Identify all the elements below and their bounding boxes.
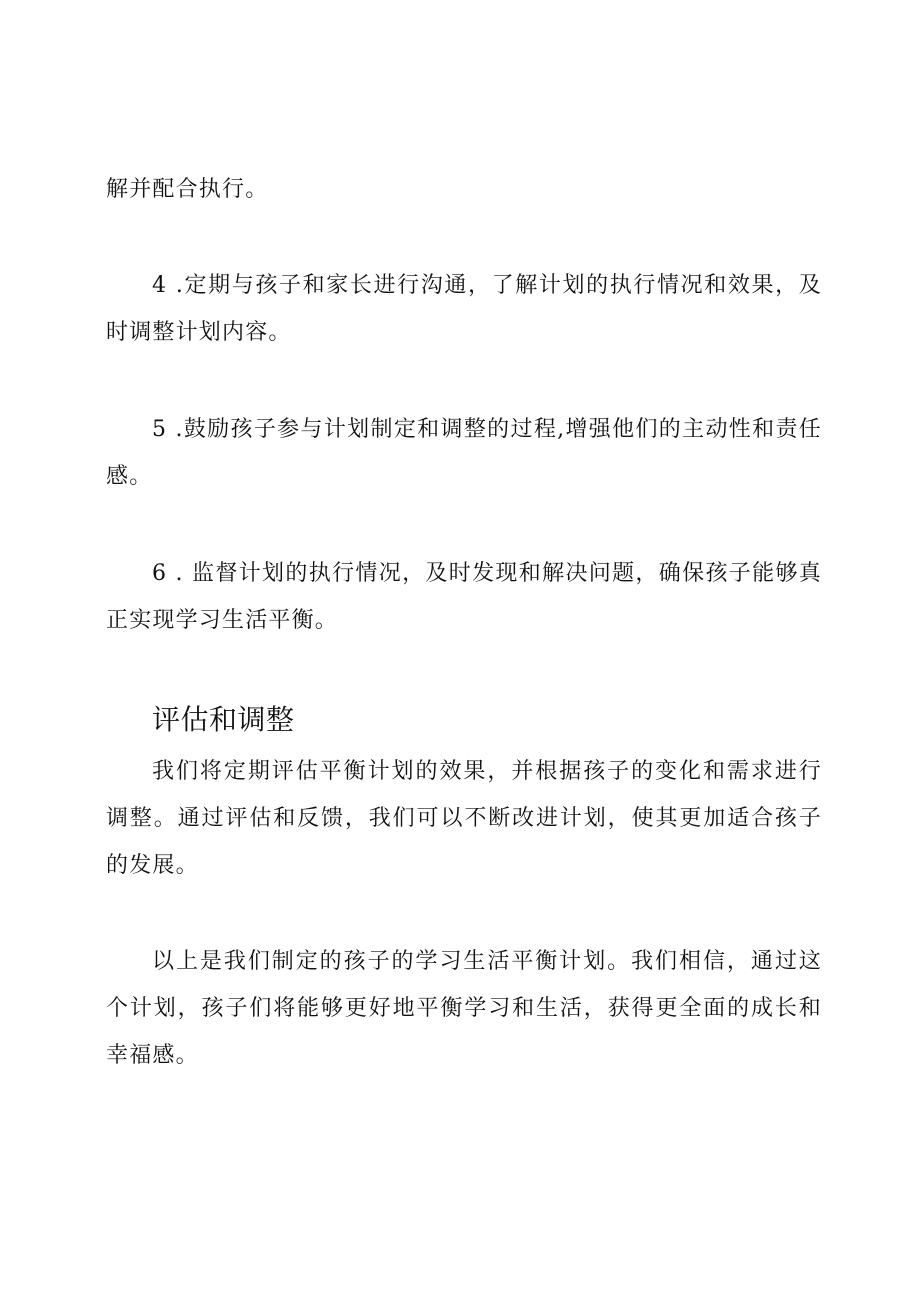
evaluation-paragraph: 我们将定期评估平衡计划的效果，并根据孩子的变化和需求进行调整。通过评估和反馈，我们可以不断改进计划，使其更加适合孩子的发展。	[106, 759, 822, 878]
conclusion-paragraph: 以上是我们制定的孩子的学习生活平衡计划。我们相信，通过这个计划，孩子们将能够更好地平衡学习和生活，获得更全面的成长和幸福感。	[106, 949, 822, 1068]
list-item-4: 4 .定期与孩子和家长进行沟通，了解计划的执行情况和效果，及时调整计划内容。	[106, 273, 822, 345]
section-heading-evaluation: 评估和调整	[152, 703, 295, 736]
list-item-5: 5 .鼓励孩子参与计划制定和调整的过程,增强他们的主动性和责任感。	[106, 417, 822, 489]
continuation-text: 解并配合执行。	[106, 177, 269, 202]
list-item-6: 6 . 监督计划的执行情况，及时发现和解决问题，确保孩子能够真正实现学习生活平衡。	[106, 561, 822, 633]
